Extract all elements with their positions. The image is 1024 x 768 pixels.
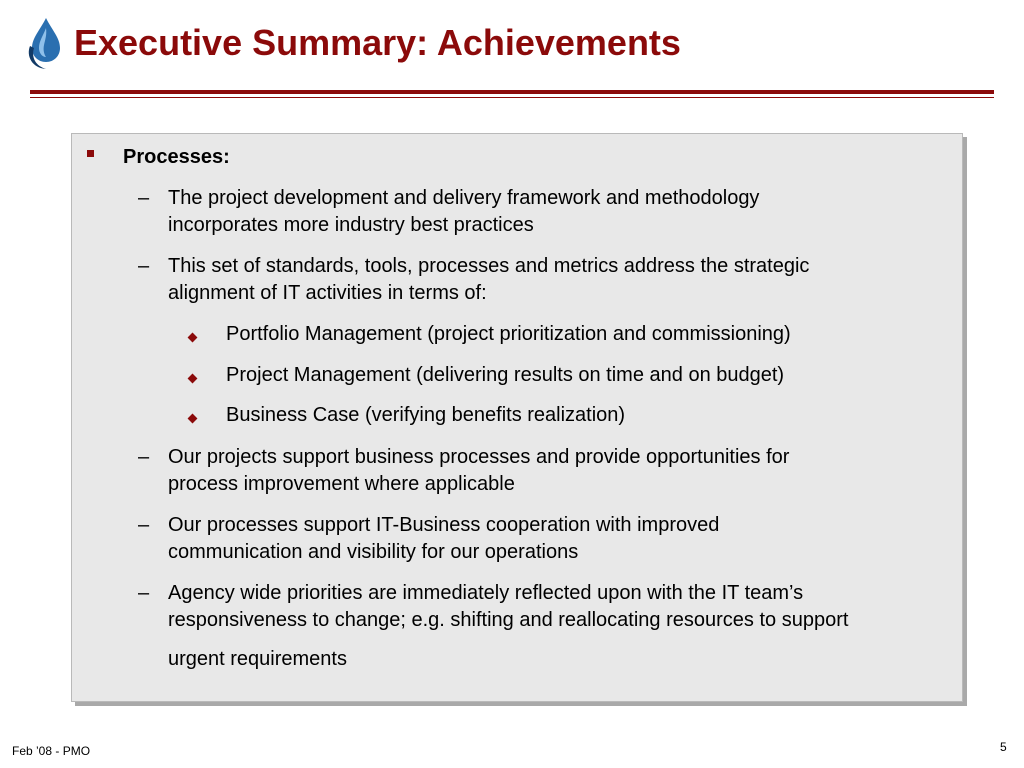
list-item-line: urgent requirements [168, 648, 347, 670]
list-item [168, 580, 958, 673]
title-rule-thin [30, 97, 994, 98]
sub-list-item: Project Management (delivering results on time and on budget) [226, 364, 785, 386]
dash-bullet: – [138, 446, 150, 468]
dash-bullet: – [138, 187, 150, 209]
footer-label: Feb ’08 - PMO [12, 744, 91, 758]
list-item-line: This set of standards, tools, processes and metrics address the strategic [168, 255, 810, 277]
list-item-line: Our projects support business processes and provide opportunities for [168, 446, 790, 468]
dash-bullet: – [138, 582, 150, 604]
sub-list-item: Portfolio Management (project prioritization and commissioning) [226, 323, 791, 345]
dash-bullet: – [138, 255, 150, 277]
list-item [168, 512, 958, 566]
list-item-line: process improvement where applicable [168, 473, 515, 495]
list-item-line: responsiveness to change; e.g. shifting and reallocating resources to support [168, 609, 849, 631]
title-rule-thick [30, 90, 994, 94]
page-title: Executive Summary: Achievements [74, 22, 681, 63]
list-item [168, 185, 958, 239]
square-bullet-icon [87, 150, 94, 157]
list-item-line: Our processes support IT-Business cooperation with improved [168, 514, 720, 536]
list-item-line: alignment of IT activities in terms of: [168, 282, 487, 304]
list-item [168, 253, 958, 307]
dash-bullet: – [138, 514, 150, 536]
list-item-line: The project development and delivery framework and methodology [168, 187, 760, 209]
list-item-line: communication and visibility for our operations [168, 541, 579, 563]
processes-heading: Processes: [123, 146, 230, 168]
list-item [168, 444, 958, 498]
logo-icon [22, 16, 64, 72]
sub-list-item: Business Case (verifying benefits realization) [226, 404, 626, 426]
page-number: 5 [1000, 740, 1007, 754]
list-item-line: Agency wide priorities are immediately reflected upon with the IT team’s [168, 582, 804, 604]
list-item-line: incorporates more industry best practices [168, 214, 534, 236]
